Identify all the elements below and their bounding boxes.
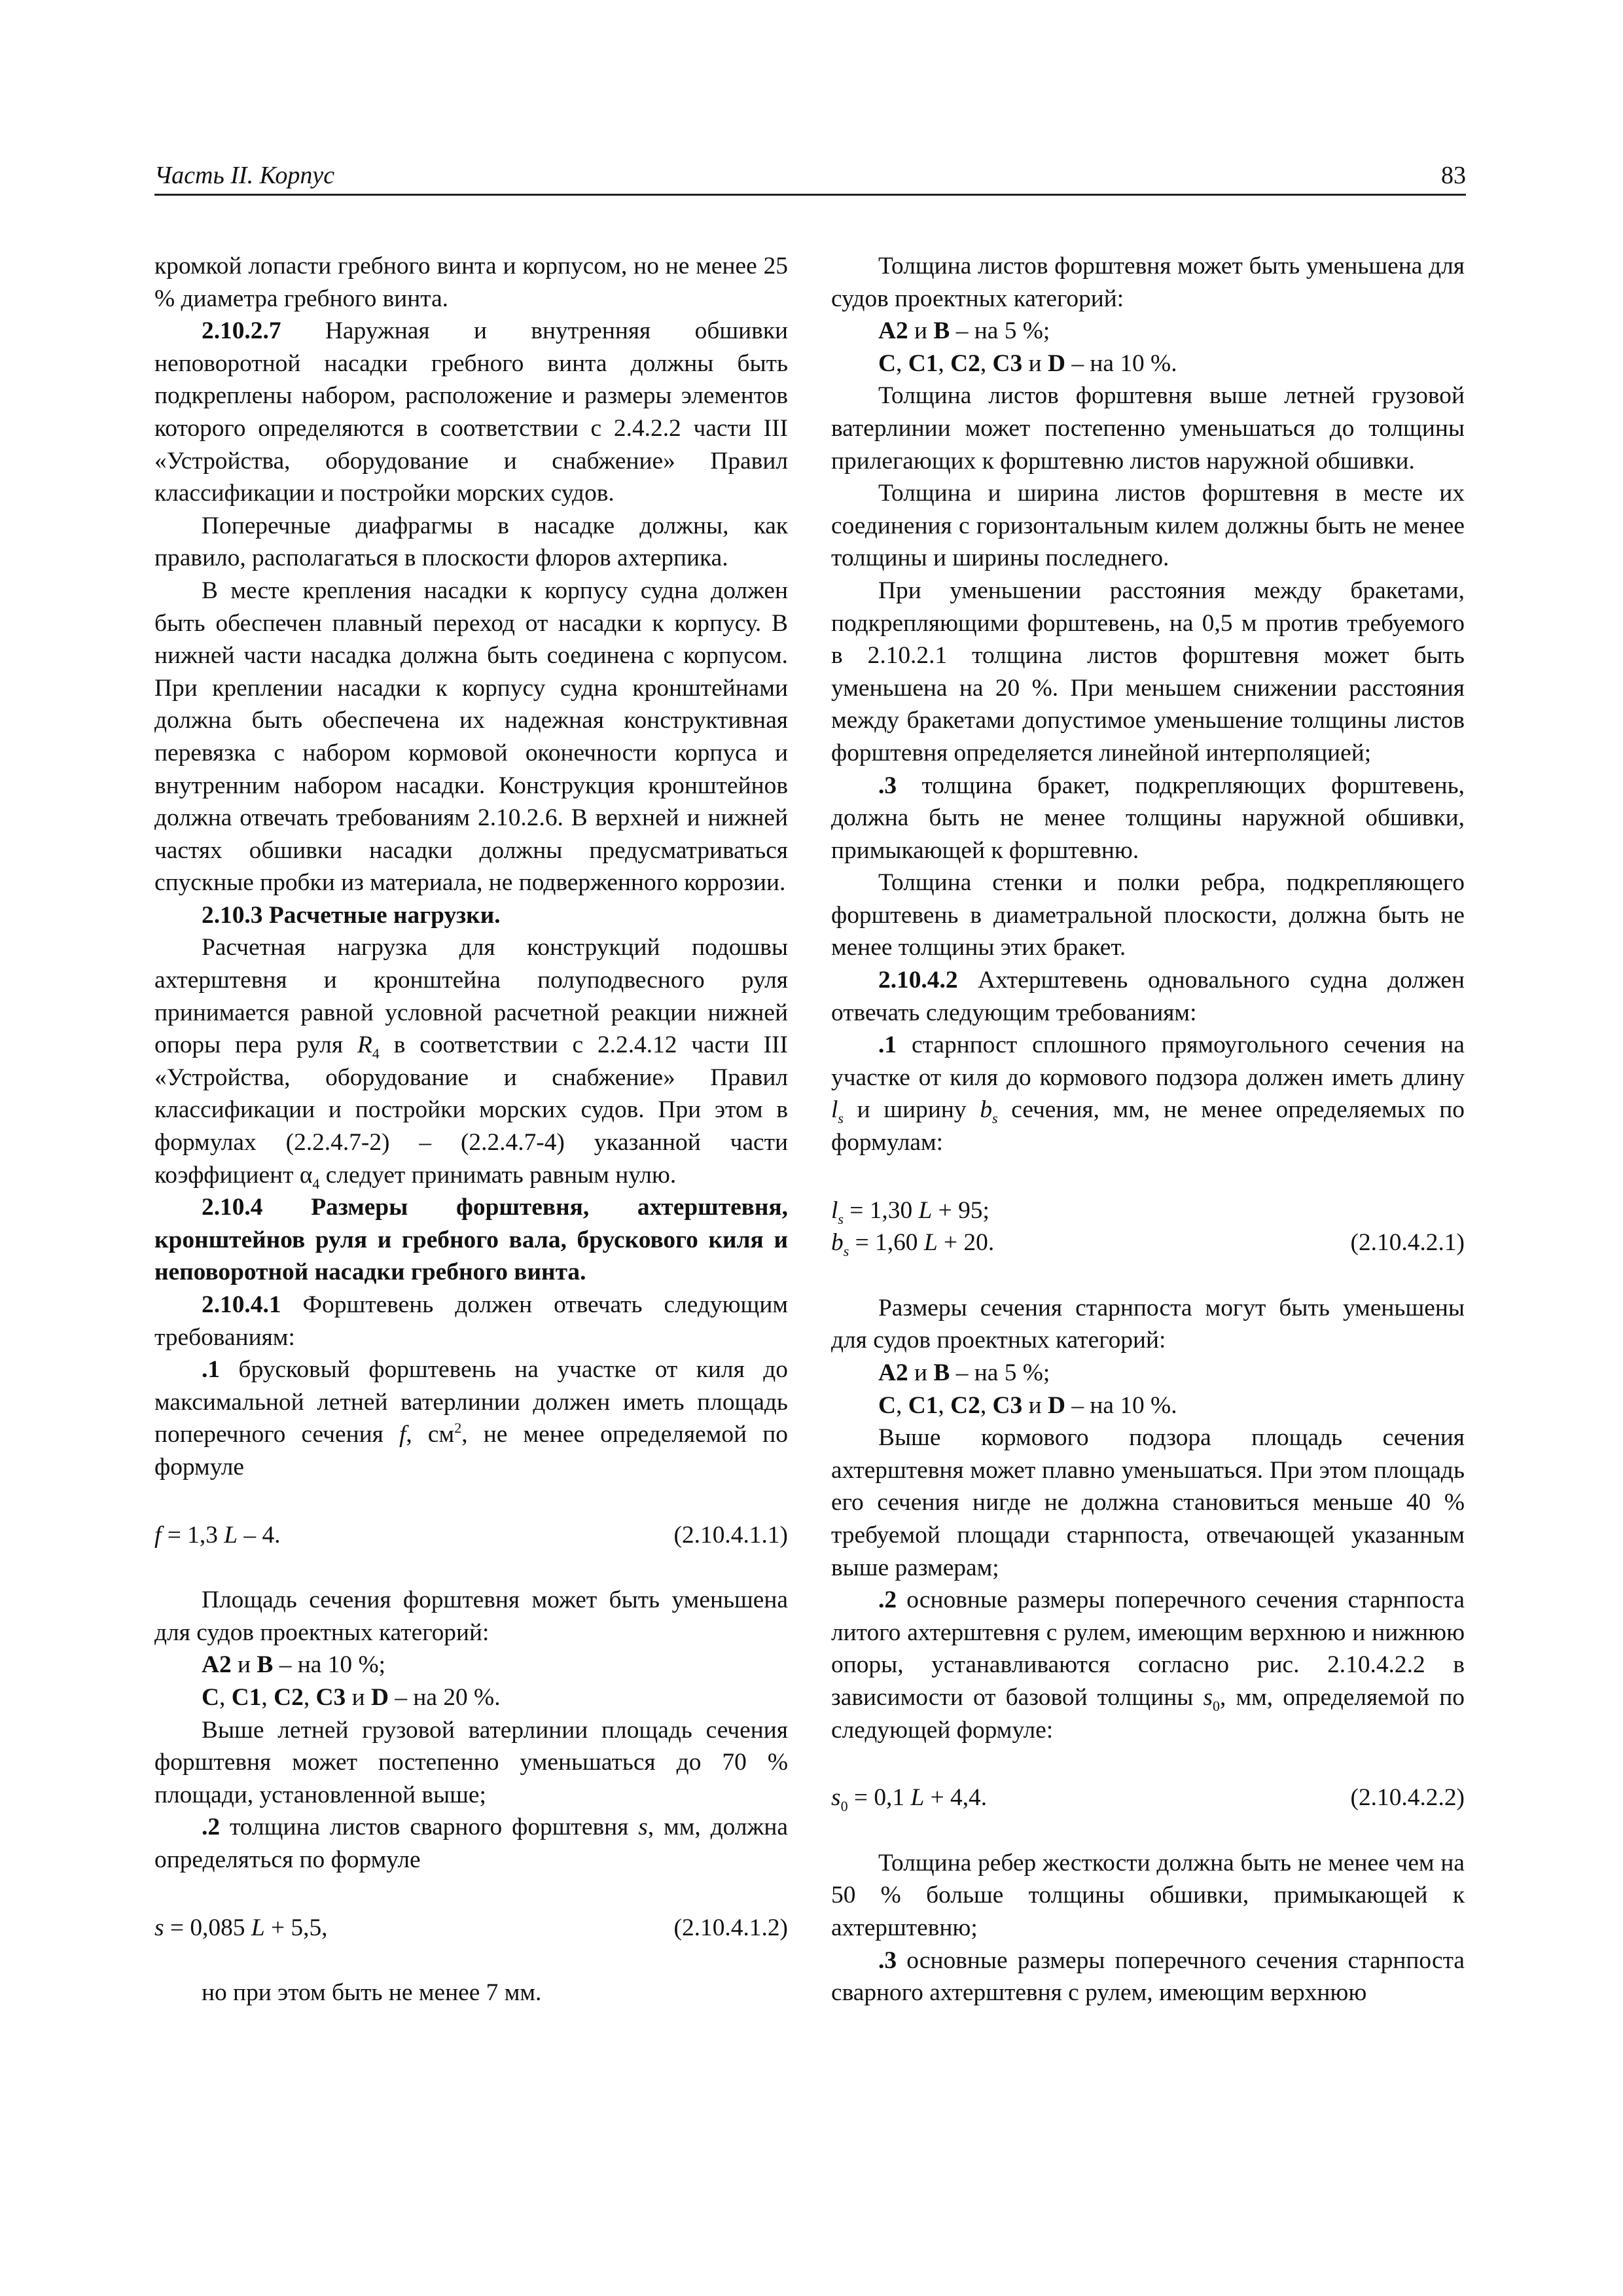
running-header — [154, 157, 1466, 196]
category-line: C, C1, C2, C3 и D – на 10 %. — [878, 1391, 1177, 1419]
paragraph: Площадь сечения форштевня может быть уменьшена для судов проектных категорий: — [154, 1587, 788, 1646]
paragraph: Выше кормового подзора площадь сечения ахтерштевня может плавно уменьшаться. При этом площадь его сечения нигде не должна становиться меньше 40 % требуемой площади старнпоста, отвечающей указанным выше размерам; — [831, 1424, 1465, 1581]
category-line: C, C1, C2, C3 и D – на 10 %. — [878, 350, 1177, 377]
clause-number: 2.10.4.2 — [878, 967, 958, 994]
clause-2-10-4-2: 2.10.4.2 Ахтерштевень одновального судна должен отвечать следующим требованиям: — [831, 967, 1465, 1026]
paragraph: Толщина ребер жесткости должна быть не менее чем на 50 % больше толщины обшивки, примыкающей к ахтерштевню; — [831, 1849, 1465, 1941]
left-column — [154, 250, 788, 2009]
formula-ls: $l_s = 1,30$ L + 95; — [831, 1196, 990, 1227]
equation-number: (2.10.4.1.2) — [673, 1914, 788, 1941]
paragraph: Поперечные диафрагмы в насадке должны, как правило, располагаться в плоскости флоров ахтерпика. — [154, 512, 788, 572]
list-item: .3 толщина бракет, подкрепляющих форштевень, должна быть не менее толщины наружной обшивки, примыкающей к форштевню. — [831, 772, 1465, 864]
paragraph: но при этом быть не менее 7 мм. — [202, 1979, 542, 2007]
paragraph: Размеры сечения старнпоста могут быть уменьшены для судов проектных категорий: — [831, 1294, 1465, 1354]
section-heading-2-10-4: 2.10.4 Размеры форштевня, ахтерштевня, кронштейнов руля и гребного вала, брускового киля и неповоротной насадки гребного винта. — [154, 1194, 788, 1286]
list-item: .3 основные размеры поперечного сечения старнпоста сварного ахтерштевня с рулем, имеющим верхнюю — [831, 1946, 1465, 2007]
category-line: A2 и B – на 5 %; — [878, 1359, 1050, 1386]
category-line: C, C1, C2, C3 и D – на 20 %. — [202, 1683, 501, 1711]
paragraph: В месте крепления насадки к корпусу судна должен быть обеспечен плавный переход от насадки к корпусу. В нижней части насадка должна быть соединена с корпусом. При креплении насадки к корпусу судна кронштейнами должна быть обеспечена их надежная конструктивная перевязка с набором кормовой оконечности корпуса и внутренним набором насадки. Конструкция кронштейнов должна отвечать требованиям 2.10.2.6. В верхней и нижней частях обшивки насадки должны предусматриваться спускные пробки из материала, не подверженного коррозии. — [154, 577, 788, 897]
paragraph: кромкой лопасти гребного винта и корпусом, но не менее 25 % диаметра гребного винта. — [154, 253, 788, 312]
paragraph: Толщина стенки и полки ребра, подкрепляющего форштевень в диаметральной плоскости, должна быть не менее толщины этих бракет. — [831, 869, 1465, 961]
formula-2-10-4-2-1: $b_s = 1,60$ L + 20. (2.10.4.2.1) — [831, 1227, 1465, 1259]
page-number: 83 — [1441, 162, 1466, 189]
clause-number: 2.10.4.1 — [202, 1291, 281, 1318]
right-column — [831, 250, 1465, 2009]
part-title: Часть II. Корпус — [154, 162, 335, 189]
clause-2-10-4-1: 2.10.4.1 Форштевень должен отвечать следующим требованиям: — [154, 1291, 788, 1351]
formula-2-10-4-2-2: $s_0 = 0,1$ L + 4,4. (2.10.4.2.2) — [831, 1782, 1465, 1814]
list-item: .2 основные размеры поперечного сечения старнпоста литого ахтерштевня с рулем, имеющим верхнюю и нижнюю опоры, устанавливаются согласно рис. 2.10.4.2.2 в зависимости от базовой толщины $s_0$, мм, определяемой по следующей формуле: — [831, 1587, 1465, 1744]
paragraph: Толщина листов форштевня может быть уменьшена для судов проектных категорий: — [831, 253, 1465, 312]
equation-number: (2.10.4.2.1) — [1350, 1229, 1465, 1257]
clause-2-10-2-7: 2.10.2.7 Наружная и внутренняя обшивки неповоротной насадки гребного винта должны быть подкреплены набором, расположение и размеры элементов которого определяются в соответствии с 2.4.2.2 части III «Устройства, оборудование и снабжение» Правил классификации и постройки морских судов. — [154, 317, 788, 507]
paragraph: Расчетная нагрузка для конструкций подошвы ахтерштевня и кронштейна полуподвесного руля принимается равной условной расчетной реакции нижней опоры пера руля $R_4$ в соответствии с 2.2.4.12 части III «Устройства, оборудование и снабжение» Правил классификации и постройки морских судов. При этом в формулах (2.2.4.7-2) – (2.2.4.7-4) указанной части коэффициент $\alpha_4$ следует принимать равным нулю. — [154, 934, 788, 1192]
section-heading-2-10-3: 2.10.3 Расчетные нагрузки. — [202, 901, 501, 929]
clause-number: 2.10.2.7 — [202, 317, 281, 345]
category-line: A2 и B – на 5 %; — [878, 317, 1050, 345]
equation-number: (2.10.4.2.2) — [1350, 1784, 1465, 1812]
list-item: .1 старнпост сплошного прямоугольного сечения на участке от киля до кормового подзора должен иметь длину $l_s$ и ширину $b_s$ сечения, мм, не менее определяемых по формулам: — [831, 1031, 1465, 1157]
formula-2-10-4-1-2: s = 0,085 L + 5,5, (2.10.4.1.2) — [154, 1912, 788, 1945]
paragraph: При уменьшении расстояния между бракетами, подкрепляющими форштевень, на 0,5 м против требуемого в 2.10.2.1 толщина листов форштевня может быть уменьшена на 20 %. При меньшем снижении расстояния между бракетами допустимое уменьшение толщины листов форштевня определяется линейной интерполяцией; — [831, 577, 1465, 766]
paragraph: Выше летней грузовой ватерлинии площадь сечения форштевня может постепенно уменьшаться до 70 % площади, установленной выше; — [154, 1716, 788, 1808]
equation-number: (2.10.4.1.1) — [673, 1521, 788, 1549]
paragraph: Толщина и ширина листов форштевня в месте их соединения с горизонтальным килем должны быть не менее толщины и ширины последнего. — [831, 480, 1465, 572]
category-line: A2 и B – на 10 %; — [202, 1651, 385, 1679]
list-item: .2 толщина листов сварного форштевня s, мм, должна определяться по формуле — [154, 1814, 788, 1873]
paragraph: Толщина листов форштевня выше летней грузовой ватерлинии может постепенно уменьшаться до толщины прилегающих к форштевню листов наружной обшивки. — [831, 382, 1465, 475]
list-item: .1 брусковый форштевень на участке от киля до максимальной летней ватерлинии должен иметь площадь поперечного сечения f, $см^2$, не менее определяемой по формуле — [154, 1356, 789, 1480]
formula-2-10-4-1-1: f = 1,3 L – 4. (2.10.4.1.1) — [154, 1519, 788, 1552]
